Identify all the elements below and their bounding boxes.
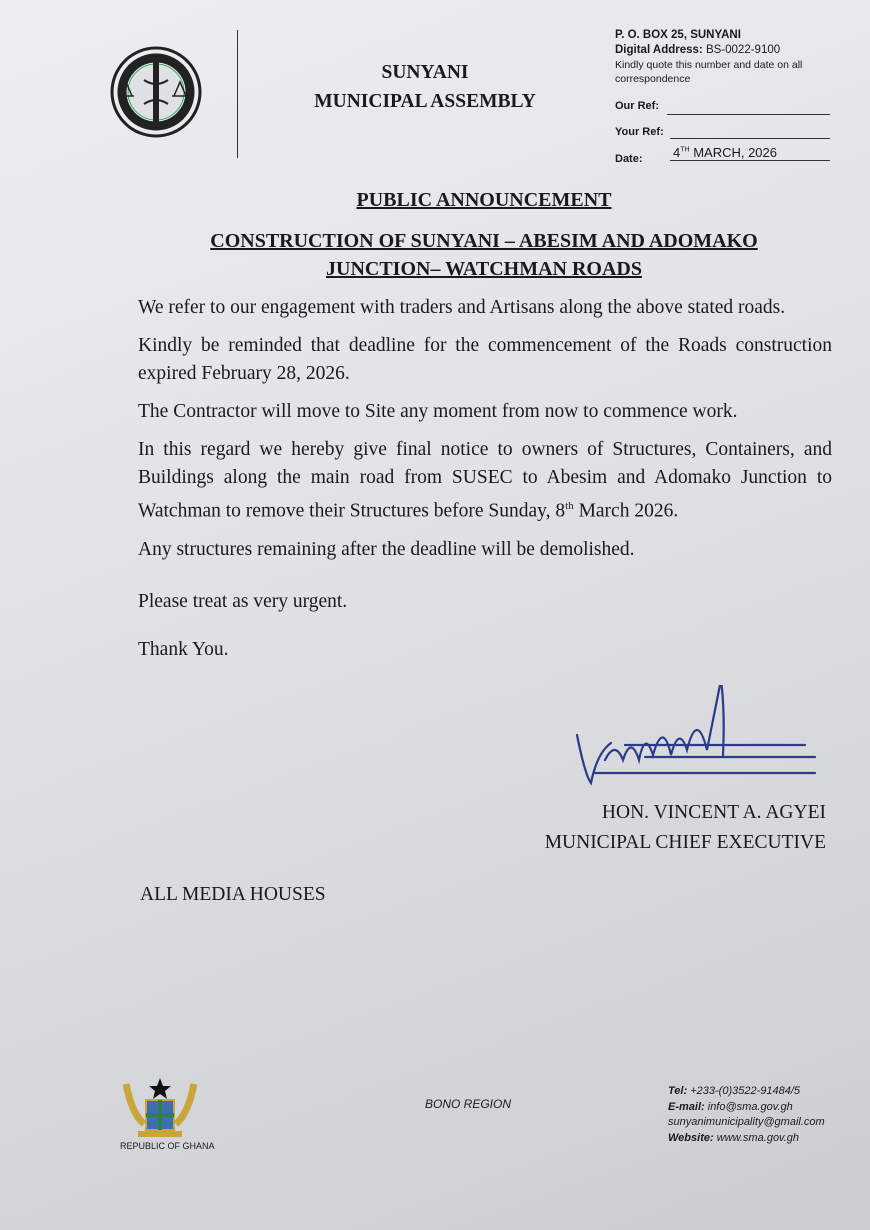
municipal-seal-logo [110, 46, 202, 138]
org-line2: MUNICIPAL ASSEMBLY [314, 91, 536, 112]
paragraph: Thank You. [138, 638, 229, 660]
date-day: 4 [673, 145, 681, 160]
date-value [670, 145, 830, 161]
org-line1: SUNYANI [381, 62, 469, 83]
email2: sunyanimunicipality@gmail.com [668, 1116, 825, 1128]
date-label: Date: [615, 153, 643, 165]
ghana-coat-of-arms [122, 1074, 198, 1140]
organization-name [290, 58, 560, 116]
announcement-body [138, 294, 832, 674]
header-divider [237, 30, 238, 158]
paragraph: We refer to our engagement with traders and Artisans along the above stated roads. [138, 297, 786, 318]
your-ref-label: Your Ref: [615, 126, 664, 138]
paragraph [138, 436, 832, 526]
paragraph: The Contractor will move to Site any moment from now to commence work. [138, 401, 738, 422]
our-ref-field [667, 114, 830, 115]
address-block [615, 28, 845, 86]
sup: th [565, 500, 574, 512]
po-box: P. O. BOX 25, SUNYANI [615, 29, 741, 41]
signature [565, 685, 830, 795]
email-label: E-mail: [668, 1100, 705, 1113]
contact-block [668, 1084, 825, 1146]
signatory [490, 798, 826, 858]
region: BONO REGION [425, 1097, 512, 1111]
paragraph: Any structures remaining after the deadline will be demolished. [138, 538, 635, 560]
paragraph-text: In this regard we hereby give final notice to owners of Structures, Containers, and Buildings along the main road from SUSEC to Abesim and Adomako Junction to Watchman to remove their Structures before Sunday, 8 [138, 439, 832, 522]
subtitle-line1: CONSTRUCTION OF SUNYANI – ABESIM AND ADOMAKO [210, 230, 758, 252]
paragraph-end: March 2026. [573, 500, 679, 522]
coat-label: REPUBLIC OF GHANA [120, 1141, 215, 1151]
subtitle-line2: JUNCTION– WATCHMAN ROADS [326, 258, 642, 280]
your-ref-field [670, 138, 830, 139]
tel: +233-(0)3522-91484/5 [690, 1085, 800, 1097]
recipient: ALL MEDIA HOUSES [140, 884, 326, 905]
paragraph: Kindly be reminded that deadline for the commencement of the Roads construction expired February 28, 2026. [138, 335, 832, 384]
date-rest: MARCH, 2026 [689, 145, 777, 160]
website: www.sma.gov.gh [716, 1131, 800, 1144]
our-ref-label: Our Ref: [615, 100, 659, 112]
signatory-name: HON. VINCENT A. AGYEI [601, 802, 826, 823]
website-label: Website: [668, 1131, 714, 1144]
quote-note: Kindly quote this number and date on all correspondence [615, 59, 803, 85]
announcement-title: PUBLIC ANNOUNCEMENT [356, 189, 612, 211]
signatory-title: MUNICIPAL CHIEF EXECUTIVE [544, 832, 826, 853]
paragraph: Please treat as very urgent. [138, 590, 348, 612]
date-sup: TH [680, 146, 690, 154]
email: info@sma.gov.gh [707, 1100, 793, 1113]
tel-label: Tel: [668, 1085, 688, 1097]
digital-address-label: Digital Address: [615, 44, 703, 56]
digital-address: BS-0022-9100 [705, 44, 781, 56]
